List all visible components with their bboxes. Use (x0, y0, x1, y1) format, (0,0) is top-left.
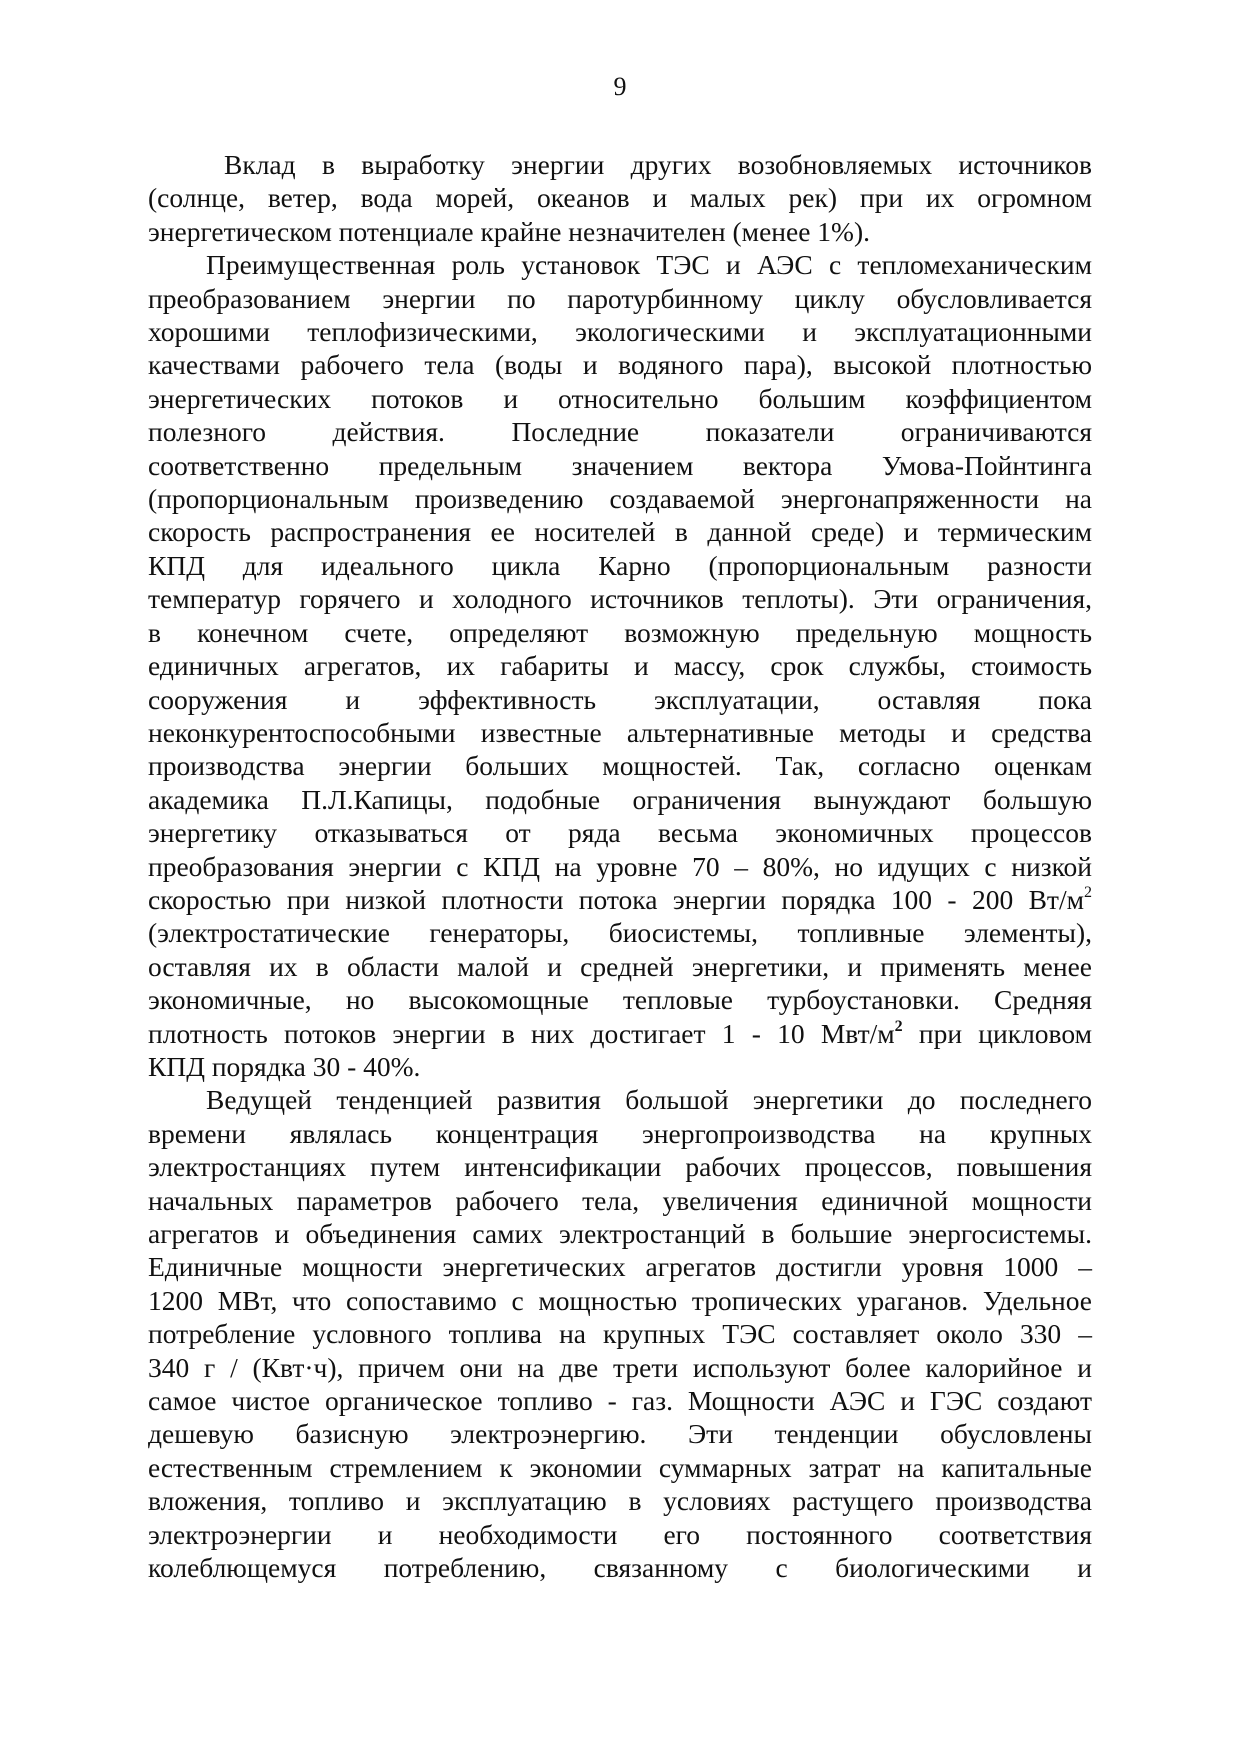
text-line: преобразованием энергии по паротурбинному циклу обусловливается (148, 282, 1092, 314)
text-line-main: плотность потоков энергии в них достигает 1 - 10 Мвт/м (148, 1017, 895, 1049)
text-line: сооружения и эффективность эксплуатации, оставляя пока (148, 683, 1092, 715)
superscript-bold: 2 (894, 1017, 903, 1035)
text-line: времени являлась концентрация энергопроизводства на крупных (148, 1117, 1092, 1149)
text-line-with-superscript (148, 883, 1092, 916)
text-line: самое чистое органическое топливо - газ. Мощности АЭС и ГЭС создают (148, 1385, 1092, 1417)
text-line: электростанциях путем интенсификации рабочих процессов, повышения (148, 1151, 1092, 1183)
text-line: температур горячего и холодного источников теплоты). Эти ограничения, (148, 583, 1092, 615)
text-line-tail: при цикловом (902, 1017, 1092, 1049)
text-line: дешевую базисную электроэнергию. Эти тенденции обусловлены (148, 1418, 1092, 1450)
text-line: (пропорциональным произведению создаваемой энергонапряженности на (148, 483, 1092, 515)
text-line: Преимущественная роль установок ТЭС и АЭС с тепломеханическим (206, 249, 1092, 281)
text-line: Ведущей тенденцией развития большой энергетики до последнего (206, 1084, 1092, 1116)
page-number: 9 (613, 72, 627, 101)
superscript: 2 (1084, 883, 1092, 901)
text-line: колеблющемуся потреблению, связанному с биологическими и (148, 1552, 1092, 1584)
text-line: 340 г / (Квт·ч), причем они на две трети используют более калорийное и (148, 1351, 1092, 1383)
text-line: КПД порядка 30 - 40%. (148, 1050, 421, 1082)
text-line: преобразования энергии с КПД на уровне 70 – 80%, но идущих с низкой (148, 850, 1092, 882)
text-line: энергетическом потенциале крайне незначителен (менее 1%). (148, 215, 870, 247)
text-line: соответственно предельным значением вектора Умова-Пойнтинга (148, 449, 1092, 481)
text-line-main: скоростью при низкой плотности потока энергии порядка 100 - 200 Вт/м (148, 883, 1084, 915)
text-line: экономичные, но высокомощные тепловые турбоустановки. Средняя (148, 984, 1092, 1016)
document-body (148, 148, 1092, 1584)
text-line: КПД для идеального цикла Карно (пропорциональным разности (148, 549, 1092, 581)
text-line: Вклад в выработку энергии других возобновляемых источников (224, 149, 1092, 180)
text-line: (солнце, ветер, вода морей, океанов и малых рек) при их огромном (148, 182, 1092, 214)
text-line: полезного действия. Последние показатели ограничиваются (148, 416, 1092, 448)
paragraph (148, 1083, 1092, 1584)
text-line: потребление условного топлива на крупных ТЭС составляет около 330 – (148, 1318, 1092, 1350)
text-line: единичных агрегатов, их габариты и массу, срок службы, стоимость (148, 650, 1092, 682)
text-line: 1200 МВт, что сопоставимо с мощностью тропических ураганов. Удельное (148, 1284, 1092, 1316)
text-line: электроэнергии и необходимости его постоянного соответствия (148, 1518, 1092, 1550)
text-line: хорошими теплофизическими, экологическими и эксплуатационными (148, 316, 1092, 348)
text-line: энергетических потоков и относительно большим коэффициентом (148, 382, 1092, 414)
text-line: агрегатов и объединения самих электростанций в большие энергосистемы. (148, 1218, 1092, 1249)
text-line: (электростатические генераторы, биосистемы, топливные элементы), (148, 917, 1092, 949)
text-line: неконкурентоспособными известные альтернативные методы и средства (148, 716, 1092, 748)
text-line: оставляя их в области малой и средней энергетики, и применять менее (148, 950, 1092, 982)
text-line: естественным стремлением к экономии суммарных затрат на капитальные (148, 1451, 1092, 1483)
text-line: энергетику отказываться от ряда весьма экономичных процессов (148, 817, 1092, 849)
text-line: качествами рабочего тела (воды и водяного пара), высокой плотностью (148, 349, 1092, 381)
text-line: производства энергии больших мощностей. Так, согласно оценкам (148, 750, 1092, 782)
superscript (895, 1018, 903, 1035)
paragraph (148, 248, 1092, 1083)
paragraph (148, 148, 1092, 248)
text-line: начальных параметров рабочего тела, увеличения единичной мощности (148, 1184, 1092, 1216)
text-line: академика П.Л.Капицы, подобные ограничения вынуждают большую (148, 783, 1092, 815)
text-line: вложения, топливо и эксплуатацию в условиях растущего производства (148, 1485, 1092, 1517)
text-line: Единичные мощности энергетических агрегатов достигли уровня 1000 – (148, 1251, 1092, 1283)
text-line-with-superscript (148, 1017, 1092, 1050)
text-line: в конечном счете, определяют возможную предельную мощность (148, 616, 1092, 648)
text-line: скорость распространения ее носителей в данной среде) и термическим (148, 516, 1092, 548)
